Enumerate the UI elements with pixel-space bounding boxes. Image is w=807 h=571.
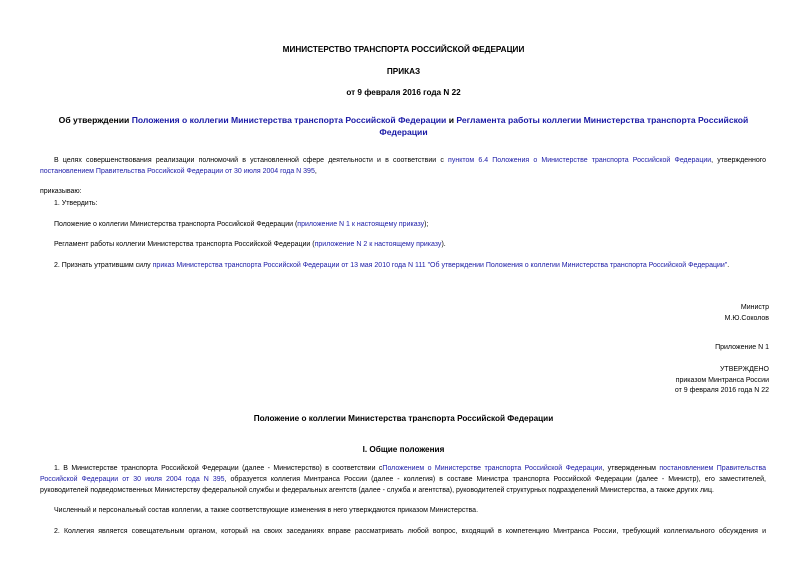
section-1-heading: I. Общие положения: [362, 445, 445, 454]
clause-1-text: 1. В Министерстве транспорта Российской Федерации (далее - Министерство) в соответствии с: [54, 465, 383, 472]
repealed-order-link[interactable]: приказ Министерства транспорта Российской Федерации от 13 мая 2010 года N 111 "Об утверждении Положения о коллегии Министерства транспорта Российской Федерации": [152, 262, 728, 269]
order-item-2-text: 2. Признать утратившим силу: [54, 262, 153, 269]
clause-1-line2-text: , образуется коллегия Минтранса России (далее - коллегия) в составе Министра транспорта Российской Федерации (далее - Министр), его заместителей,: [224, 476, 766, 483]
appendix-date: от 9 февраля 2016 года N 22: [674, 387, 769, 394]
title-link-rules-line1[interactable]: Регламента работы коллегии Министерства транспорта Российской: [456, 115, 749, 125]
government-decree-link[interactable]: постановлением Правительства: [659, 465, 766, 472]
clause-1-mid: , утвержденным: [602, 465, 660, 472]
title-link-rules-line2[interactable]: Федерации: [379, 127, 428, 137]
clause-2-line1: 2. Коллегия является совещательным органом, который на своих заседаниях вправе рассматривать любой вопрос, входящий в компетенцию Минтранса России, требующий коллегиального обсуждения и: [54, 528, 766, 535]
clause-1-line3: руководителей подведомственных Министерству федеральной службы и федеральных агентств (далее - служба и агентства), руководителей структурных подразделений Министерства, а также других лиц.: [40, 487, 714, 494]
intro-text: В целях совершенствования реализации полномочий в установленной сфере деятельности и в соответствии с: [54, 157, 449, 164]
approve-rules: [54, 239, 446, 250]
clause-1-line1: [54, 463, 766, 474]
intro-link-clause[interactable]: пунктом 6.4 Положения о Министерстве транспорта Российской Федерации: [448, 157, 712, 164]
intro-link-decree[interactable]: постановлением Правительства Российской Федерации от 30 июля 2004 года N 395: [40, 168, 315, 175]
order-item-2: [54, 260, 729, 271]
title-link-regulation[interactable]: Положения о коллегии Министерства транспорта Российской Федерации: [131, 115, 447, 125]
clause-1-line2: [40, 474, 766, 485]
members-paragraph: Численный и персональный состав коллегии, а также соответствующие изменения в него утверждаются приказом Министерства.: [54, 507, 479, 514]
intro-line1: [54, 155, 766, 166]
ministry-regulation-link[interactable]: Положением о Министерстве транспорта Российской Федерации: [382, 465, 603, 472]
approve-rules-post: ).: [441, 241, 446, 248]
prikazyvayu: приказываю:: [40, 188, 82, 195]
signature-name: М.Ю.Соколов: [724, 315, 769, 322]
approve-regulation-post: );: [424, 221, 429, 228]
intro-text-post: , утвержденного: [711, 157, 767, 164]
appendix-by-order: приказом Минтранса России: [675, 377, 769, 384]
doc-type-heading: ПРИКАЗ: [386, 67, 421, 76]
appendix-approved: УТВЕРЖДЕНО: [719, 366, 769, 373]
approve-rules-text: Регламент работы коллегии Министерства транспорта Российской Федерации (: [54, 241, 315, 248]
regulation-title: Положение о коллегии Министерства транспорта Российской Федерации: [253, 414, 554, 423]
ministry-heading: МИНИСТЕРСТВО ТРАНСПОРТА РОССИЙСКОЙ ФЕДЕРАЦИИ: [282, 45, 525, 54]
signature-position: Министр: [740, 304, 769, 311]
government-decree-link-cont[interactable]: Российской Федерации от 30 июля 2004 года N 395: [40, 476, 225, 483]
title-prefix: Об утверждении: [58, 115, 132, 125]
intro-line2-post: ,: [314, 168, 317, 175]
intro-line2: [40, 166, 317, 177]
order-item-2-post: .: [727, 262, 730, 269]
order-date: от 9 февраля 2016 года N 22: [346, 88, 461, 97]
appendix-1-link[interactable]: приложение N 1 к настоящему приказу: [297, 221, 425, 228]
appendix-2-link[interactable]: приложение N 2 к настоящему приказу: [314, 241, 442, 248]
title-middle: и: [446, 115, 457, 125]
approve-regulation: [54, 219, 428, 230]
order-title-line1: [0, 114, 807, 126]
approve-regulation-text: Положение о коллегии Министерства транспорта Российской Федерации (: [54, 221, 298, 228]
order-item-1: 1. Утвердить:: [54, 200, 98, 207]
appendix-label: Приложение N 1: [715, 344, 769, 351]
